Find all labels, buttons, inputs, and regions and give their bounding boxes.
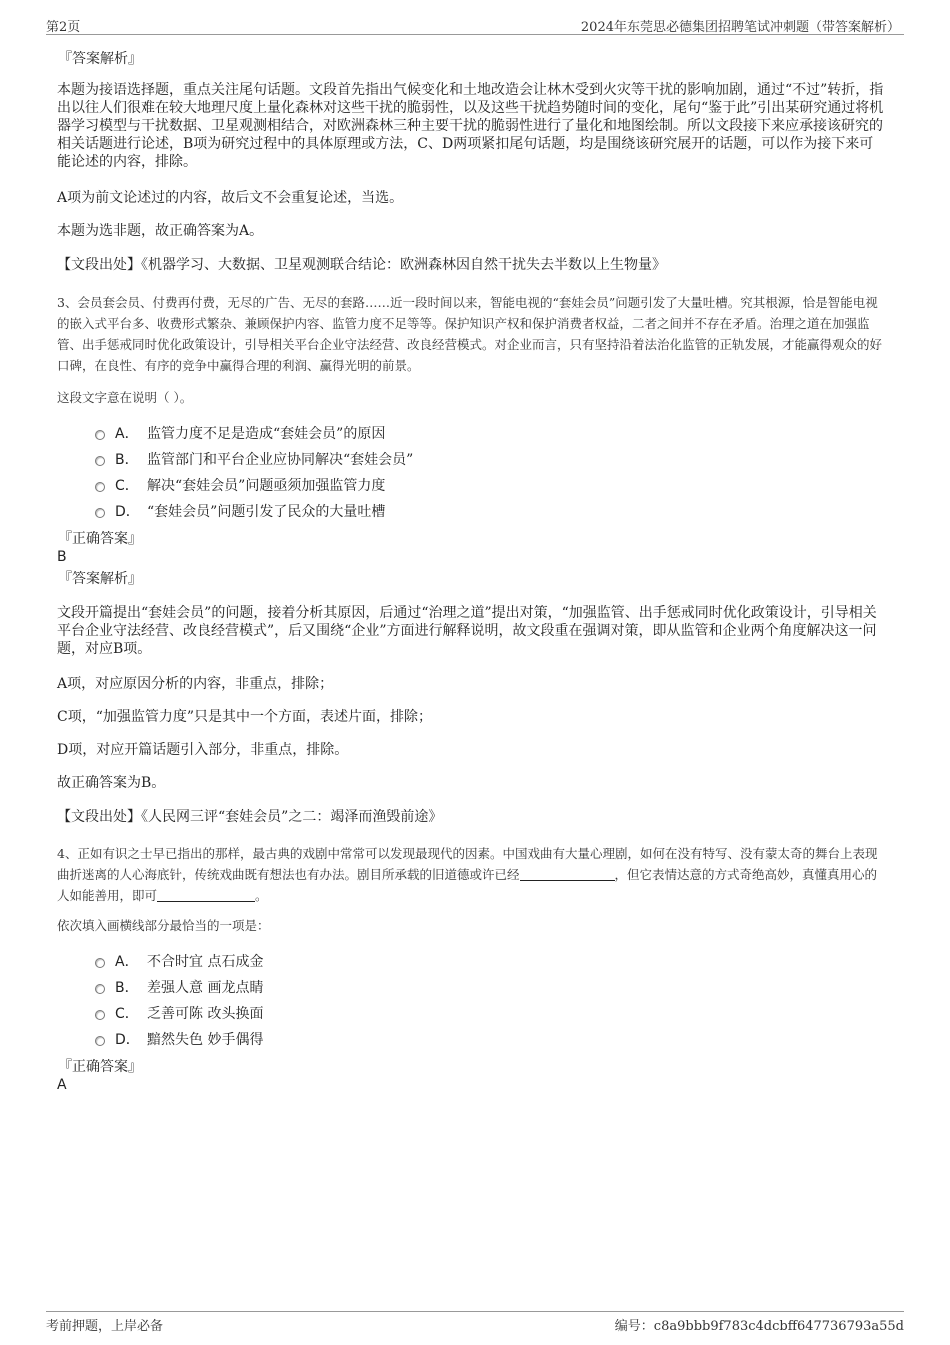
option-text: 监管力度不足是造成“套娃会员”的原因 [147, 426, 386, 442]
option-letter: B． [115, 980, 139, 996]
option-text: 乏善可陈 改头换面 [147, 1006, 264, 1022]
option-b[interactable] [95, 979, 263, 997]
radio-icon[interactable] [95, 482, 105, 492]
option-letter: A． [115, 954, 139, 970]
analysis-label: 『答案解析』 [58, 571, 142, 587]
option-a[interactable] [95, 425, 385, 443]
question-text-part: ，但它表情达意的方式奇绝高妙，真懂真用心的人如能善用，即可 [57, 867, 878, 903]
document-title: 2024年东莞思必德集团招聘笔试冲刺题（带答案解析） [580, 20, 900, 35]
fill-blank-1 [520, 868, 615, 881]
analysis-paragraph: 本题为选非题，故正确答案为A。 [57, 223, 264, 239]
analysis-paragraph: C项，“加强监管力度”只是其中一个方面，表述片面，排除； [57, 709, 433, 725]
source-citation: 【文段出处】《人民网三评“套娃会员”之二：竭泽而渔毁前途》 [57, 809, 443, 825]
option-letter: B． [115, 452, 139, 468]
option-letter: D． [115, 1032, 140, 1048]
option-b[interactable] [95, 451, 413, 469]
analysis-paragraph: A项为前文论述过的内容，故后文不会重复论述，当选。 [57, 190, 404, 206]
question-prompt: 依次填入画横线部分最恰当的一项是： [57, 918, 270, 933]
footer-slogan: 考前押题，上岸必备 [46, 1319, 164, 1334]
option-text: 黯然失色 妙手偶得 [147, 1032, 264, 1048]
fill-blank-2 [157, 889, 255, 902]
option-a[interactable] [95, 953, 263, 971]
source-citation: 【文段出处】《机器学习、大数据、卫星观测联合结论：欧洲森林因自然干扰失去半数以上生物量》 [57, 257, 666, 273]
analysis-label: 『答案解析』 [58, 51, 142, 67]
question-text-part: 4、正如有识之士早已指出的那样，最古典的戏剧中常常可以发现最现代的因素。中国戏曲有大量心理剧，如何在没有特写、没有蒙太奇的舞台上表现曲折迷离的人心海底针，传统戏曲既有想法也有办法。剧目所承载的旧道德或许已经 [57, 846, 878, 882]
question-text [57, 843, 887, 906]
question-text-part: 。 [255, 888, 268, 903]
radio-icon[interactable] [95, 984, 105, 994]
correct-answer-label: 『正确答案』 [58, 1059, 142, 1075]
radio-icon[interactable] [95, 1010, 105, 1020]
option-text: 不合时宜 点石成金 [147, 954, 264, 970]
option-text: 差强人意 画龙点睛 [147, 980, 264, 996]
page-header [46, 14, 904, 35]
analysis-paragraph: 文段开篇提出“套娃会员”的问题，接着分析其原因，后通过“治理之道”提出对策，“加强监管、出手惩戒同时优化政策设计，引导相关平台企业守法经营、改良经营模式”，后又围绕“企业”方面进行解释说明，故文段重在强调对策，即从监管和企业两个角度解决这一问题，对应B项。 [57, 605, 877, 657]
option-text: 解决“套娃会员”问题亟须加强监管力度 [147, 478, 386, 494]
page-footer [46, 1311, 904, 1334]
option-text: 监管部门和平台企业应协同解决“套娃会员” [147, 452, 414, 468]
option-d[interactable] [95, 1031, 263, 1049]
option-letter: A． [115, 426, 139, 442]
question-prompt: 这段文字意在说明（ ）。 [57, 390, 193, 405]
analysis-paragraph: 故正确答案为B。 [57, 775, 166, 791]
option-c[interactable] [95, 477, 385, 495]
option-letter: C． [115, 478, 139, 494]
radio-icon[interactable] [95, 508, 105, 518]
option-c[interactable] [95, 1005, 263, 1023]
correct-answer-label: 『正确答案』 [58, 531, 142, 547]
radio-icon[interactable] [95, 958, 105, 968]
document-code: 编号：c8a9bbb9f783c4dcbff647736793a55d [614, 1319, 904, 1334]
option-d[interactable] [95, 503, 385, 521]
analysis-paragraph: A项，对应原因分析的内容，非重点，排除； [57, 676, 334, 692]
radio-icon[interactable] [95, 1036, 105, 1046]
correct-answer: B [57, 549, 67, 565]
page-number: 第2页 [46, 20, 81, 35]
analysis-paragraph: D项，对应开篇话题引入部分，非重点，排除。 [57, 742, 349, 758]
option-letter: C． [115, 1006, 139, 1022]
analysis-paragraph: 本题为接语选择题，重点关注尾句话题。文段首先指出气候变化和土地改造会让林木受到火灾等干扰的影响加剧，通过“不过”转折，指出以往人们很难在较大地理尺度上量化森林对这些干扰的脆弱性，以及这些干扰趋势随时间的变化，尾句“鉴于此”引出某研究通过将机器学习模型与干扰数据、卫星观测相结合，对欧洲森林三种主要干扰的脆弱性进行了量化和地图绘制。所以文段接下来应承接该研究的相关话题进行论述，B项为研究过程中的具体原理或方法，C、D两项紧扣尾句话题，均是围绕该研究展开的话题，可以作为接下来可能论述的内容，排除。 [57, 82, 884, 170]
question-text: 3、会员套会员、付费再付费，无尽的广告、无尽的套路……近一段时间以来，智能电视的“套娃会员”问题引发了大量吐槽。究其根源，恰是智能电视的嵌入式平台多、收费形式繁杂、兼顾保护内容、监管力度不足等等。保护知识产权和保护消费者权益，二者之间并不存在矛盾。治理之道在加强监管、出手惩戒同时优化政策设计，引导相关平台企业守法经营、改良经营模式。对企业而言，只有坚持沿着法治化监管的正轨发展，才能赢得观众的好口碑，在良性、有序的竞争中赢得合理的利润、赢得光明的前景。 [57, 295, 883, 373]
correct-answer: A [57, 1077, 67, 1093]
radio-icon[interactable] [95, 430, 105, 440]
option-text: “套娃会员”问题引发了民众的大量吐槽 [147, 504, 386, 520]
radio-icon[interactable] [95, 456, 105, 466]
option-letter: D． [115, 504, 140, 520]
